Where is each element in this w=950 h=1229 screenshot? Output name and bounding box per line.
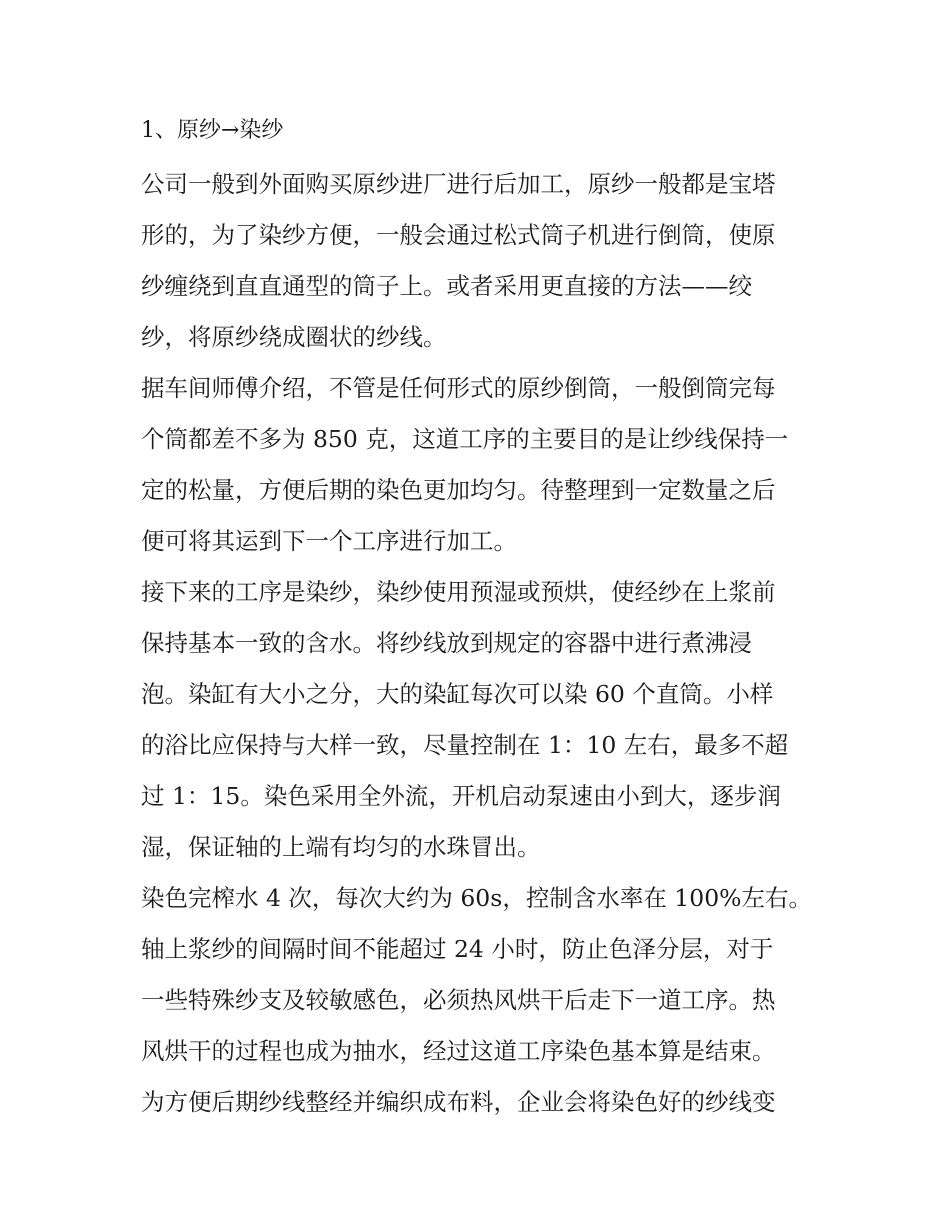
paragraph-line: 风烘干的过程也成为抽水，经过这道工序染色基本算是结束。 [141, 1037, 776, 1065]
paragraph-line: 为方便后期纱线整经并编织成布料，企业会将染色好的纱线变 [141, 1088, 776, 1116]
section-heading [141, 112, 821, 150]
paragraph-line: 泡。染缸有大小之分，大的染缸每次可以染 60 个直筒。小样 [141, 680, 774, 708]
paragraph-line: 形的，为了染纱方便，一般会通过松式筒子机进行倒筒，使原 [141, 221, 776, 249]
paragraph-line: 据车间师傅介绍，不管是任何形式的原纱倒筒，一般倒筒完每 [141, 374, 776, 402]
paragraph-line: 湿，保证轴的上端有均匀的水珠冒出。 [141, 833, 541, 861]
heading-text: 1、原纱→染纱 [141, 118, 284, 143]
paragraph-line: 的浴比应保持与大样一致，尽量控制在 1：10 左右，最多不超 [141, 731, 789, 759]
paragraph-line: 纱，将原纱绕成圈状的纱线。 [141, 323, 447, 351]
paragraph-line: 轴上浆纱的间隔时间不能超过 24 小时，防止色泽分层，对于 [141, 935, 774, 963]
paragraph-line: 过 1：15。染色采用全外流，开机启动泵速由小到大，逐步润 [141, 782, 781, 810]
paragraph-5 [141, 1077, 821, 1128]
paragraph-line: 公司一般到外面购买原纱进厂进行后加工，原纱一般都是宝塔 [141, 170, 776, 198]
paragraph-2 [141, 363, 821, 567]
paragraph-4 [141, 873, 821, 1077]
paragraph-line: 一些特殊纱支及较敏感色，必须热风烘干后走下一道工序。热 [141, 986, 776, 1014]
paragraph-line: 便可将其运到下一个工序进行加工。 [141, 527, 517, 555]
heading-gap [141, 150, 821, 159]
paragraph-1 [141, 159, 821, 363]
paragraph-line: 个筒都差不多为 850 克，这道工序的主要目的是让纱线保持一 [141, 425, 789, 453]
paragraph-3 [141, 567, 821, 873]
paragraph-line: 接下来的工序是染纱，染纱使用预湿或预烘，使经纱在上浆前 [141, 578, 776, 606]
paragraph-line: 纱缠绕到直直通型的筒子上。或者采用更直接的方法——绞 [141, 272, 752, 300]
paragraph-line: 保持基本一致的含水。将纱线放到规定的容器中进行煮沸浸 [141, 629, 752, 657]
paragraph-line: 定的松量，方便后期的染色更加均匀。待整理到一定数量之后 [141, 476, 776, 504]
document-body [141, 112, 821, 1128]
paragraph-line: 染色完榨水 4 次，每次大约为 60s，控制含水率在 100%左右。 [141, 884, 812, 912]
